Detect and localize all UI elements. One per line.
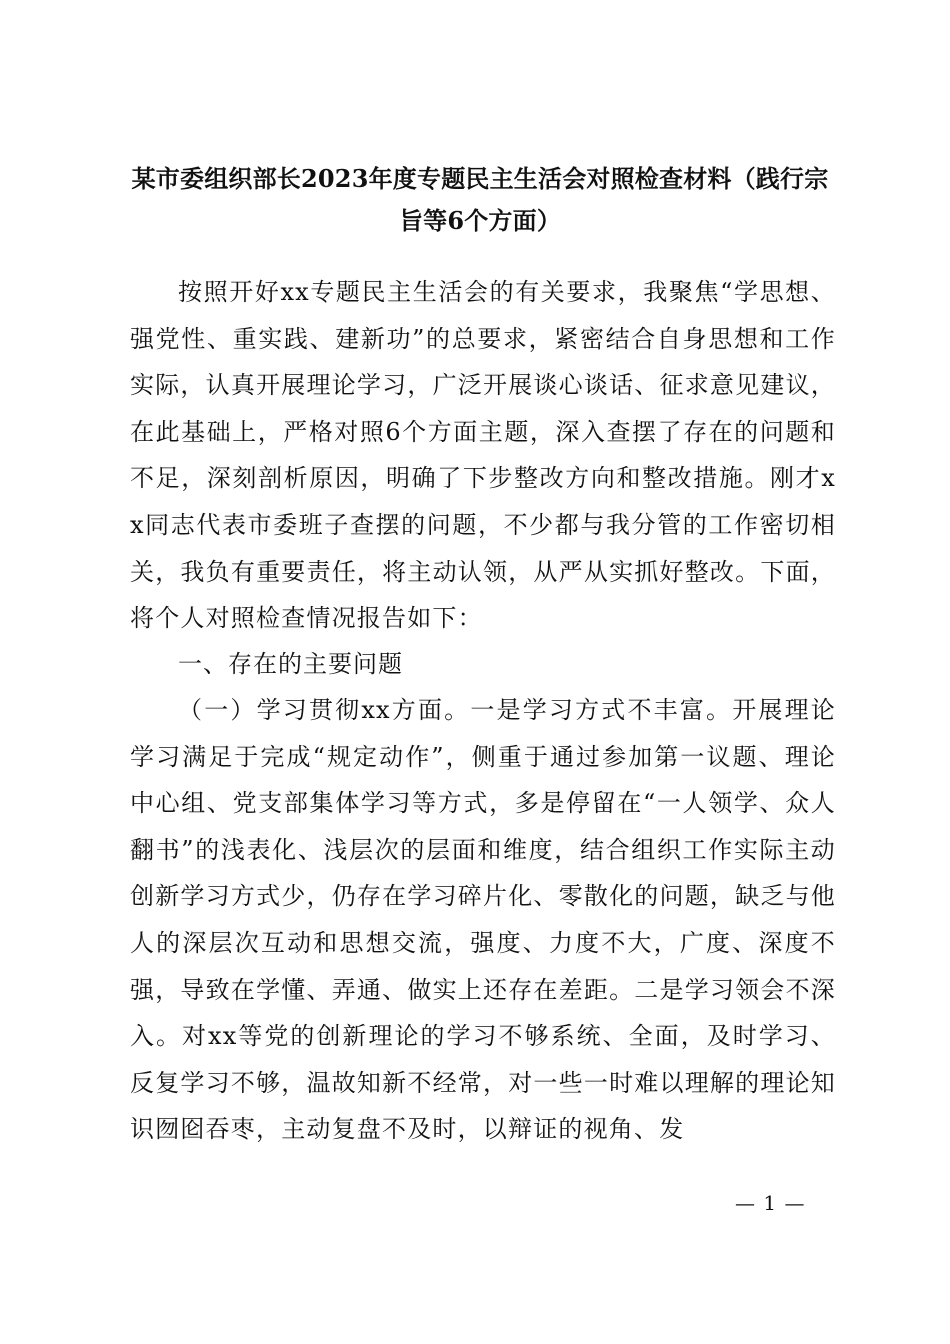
page-number: — 1 —	[735, 1191, 806, 1215]
section-paragraph: （一）学习贯彻xx方面。一是学习方式不丰富。开展理论学习满足于完成“规定动作”，侧重于通过参加第一议题、理论中心组、党支部集体学习等方式，多是停留在“一人领学、众人翻书”的浅表化、浅层次的层面和维度，结合组织工作实际主动创新学习方式少，仍存在学习碎片化、零散化的问题，缺乏与他人的深层次互动和思想交流，强度、力度不大，广度、深度不强，导致在学懂、弄通、做实上还存在差距。二是学习领会不深入。对xx等党的创新理论的学习不够系统、全面，及时学习、反复学习不够，温故知新不经常，对一些一时难以理解的理论知识囫囵吞枣，主动复盘不及时，以辩证的视角、发	[130, 696, 836, 1144]
section-heading: 一、存在的主要问题	[178, 650, 403, 678]
intro-paragraph: 按照开好xx专题民主生活会的有关要求，我聚焦“学思想、强党性、重实践、建新功”的总要求，紧密结合自身思想和工作实际，认真开展理论学习，广泛开展谈心谈话、征求意见建议，在此基础上，严格对照6个方面主题，深入查摆了存在的问题和不足，深刻剖析原因，明确了下步整改方向和整改措施。刚才xx同志代表市委班子查摆的问题，不少都与我分管的工作密切相关，我负有重要责任，将主动认领，从严从实抓好整改。下面，将个人对照检查情况报告如下：	[130, 278, 836, 633]
document-title: 某市委组织部长2023年度专题民主生活会对照检查材料（践行宗旨等6个方面）	[131, 164, 829, 235]
